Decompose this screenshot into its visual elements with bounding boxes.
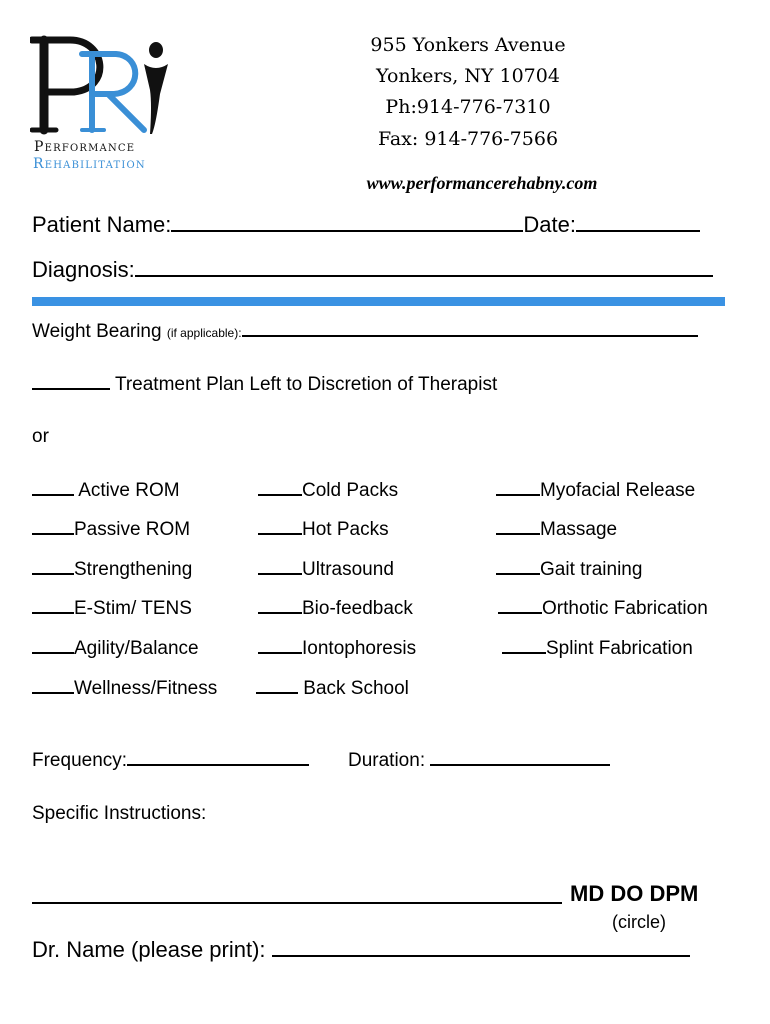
credentials-options: MD DO DPM — [570, 881, 699, 906]
weight-bearing-note: (if applicable): — [166, 326, 242, 340]
frequency-label: Frequency: — [32, 750, 128, 771]
address-city: Yonkers, NY 10704 — [376, 65, 560, 87]
option-ultrasound — [258, 557, 394, 581]
patient-name-input[interactable] — [171, 210, 523, 232]
duration-field — [348, 748, 610, 772]
option-label: Back School — [303, 678, 409, 699]
duration-label: Duration: — [348, 750, 426, 771]
option-label: Iontophoresis — [302, 638, 417, 659]
option-orthotic-fabrication — [498, 596, 708, 620]
doctor-name-label: Dr. Name (please print): — [32, 937, 266, 962]
check-blank[interactable] — [496, 478, 540, 496]
treatment-plan-label: Treatment Plan Left to Discretion of Therapist — [114, 374, 498, 395]
option-label: Active ROM — [78, 480, 180, 501]
address-phone: Ph:914-776-7310 — [385, 96, 551, 118]
diagnosis-field — [32, 255, 713, 283]
check-blank[interactable] — [32, 676, 74, 694]
check-blank[interactable] — [258, 517, 302, 535]
check-blank[interactable] — [32, 557, 74, 575]
diagnosis-label: Diagnosis: — [32, 257, 135, 282]
option-label: Orthotic Fabrication — [542, 598, 708, 619]
option-label: Passive ROM — [74, 519, 191, 540]
option-label: Myofacial Release — [540, 480, 696, 501]
diagnosis-input[interactable] — [135, 255, 713, 277]
check-blank[interactable] — [32, 636, 74, 654]
option-iontophoresis — [258, 636, 416, 660]
frequency-input[interactable] — [127, 748, 309, 766]
doctor-name-field — [32, 937, 690, 963]
option-gait-training — [496, 557, 642, 581]
date-label: Date: — [523, 212, 576, 237]
logo-r-mark — [82, 54, 144, 130]
patient-name-label: Patient Name: — [32, 212, 172, 237]
option-active-rom — [32, 478, 180, 502]
option-estim-tens — [32, 596, 192, 620]
frequency-field — [32, 748, 309, 772]
option-agility-balance — [32, 636, 199, 660]
website-link[interactable]: www.performancerehabny.com — [366, 173, 598, 193]
option-back-school — [256, 676, 409, 700]
option-label: Bio-feedback — [302, 598, 413, 619]
section-divider — [32, 297, 725, 306]
check-blank[interactable] — [32, 517, 74, 535]
option-strengthening — [32, 557, 192, 581]
option-label: Splint Fabrication — [546, 638, 693, 659]
date-input[interactable] — [576, 210, 700, 232]
address-fax: Fax: 914-776-7566 — [377, 128, 559, 150]
option-label: Ultrasound — [302, 559, 394, 580]
option-label: Massage — [540, 519, 618, 540]
circle-note: (circle) — [612, 912, 666, 932]
option-label: Strengthening — [74, 559, 193, 580]
patient-name-field — [32, 210, 700, 238]
check-blank[interactable] — [32, 478, 74, 496]
option-cold-packs — [258, 478, 398, 502]
logo-text-rehabilitation: Rehabilitation — [33, 156, 146, 172]
option-label: Gait training — [540, 559, 643, 580]
option-passive-rom — [32, 517, 190, 541]
check-blank[interactable] — [258, 596, 302, 614]
check-blank[interactable] — [502, 636, 546, 654]
check-blank[interactable] — [498, 596, 542, 614]
logo-text-performance: Performance — [34, 139, 136, 155]
option-label: Agility/Balance — [74, 638, 199, 659]
specific-instructions-label: Specific Instructions: — [32, 803, 207, 824]
or-text: or — [32, 426, 49, 447]
address-street: 955 Yonkers Avenue — [370, 34, 566, 56]
check-blank[interactable] — [258, 478, 302, 496]
check-blank[interactable] — [496, 517, 540, 535]
option-label: E-Stim/ TENS — [74, 598, 192, 619]
option-massage — [496, 517, 617, 541]
duration-input[interactable] — [430, 748, 610, 766]
check-blank[interactable] — [256, 676, 298, 694]
option-hot-packs — [258, 517, 389, 541]
check-blank[interactable] — [258, 636, 302, 654]
treatment-plan-check[interactable] — [32, 372, 110, 390]
check-blank[interactable] — [32, 596, 74, 614]
treatment-plan-option — [32, 372, 497, 396]
doctor-name-input[interactable] — [272, 937, 690, 957]
weight-bearing-label: Weight Bearing — [32, 321, 162, 342]
option-label: Wellness/Fitness — [74, 678, 218, 699]
weight-bearing-field — [32, 319, 698, 343]
logo-person-icon — [144, 42, 168, 134]
check-blank[interactable] — [496, 557, 540, 575]
option-myofacial-release — [496, 478, 695, 502]
option-wellness-fitness — [32, 676, 217, 700]
option-bio-feedback — [258, 596, 413, 620]
option-splint-fabrication — [502, 636, 693, 660]
signature-line[interactable] — [32, 902, 562, 904]
weight-bearing-input[interactable] — [242, 319, 698, 337]
option-label: Hot Packs — [302, 519, 389, 540]
option-label: Cold Packs — [302, 480, 399, 501]
check-blank[interactable] — [258, 557, 302, 575]
